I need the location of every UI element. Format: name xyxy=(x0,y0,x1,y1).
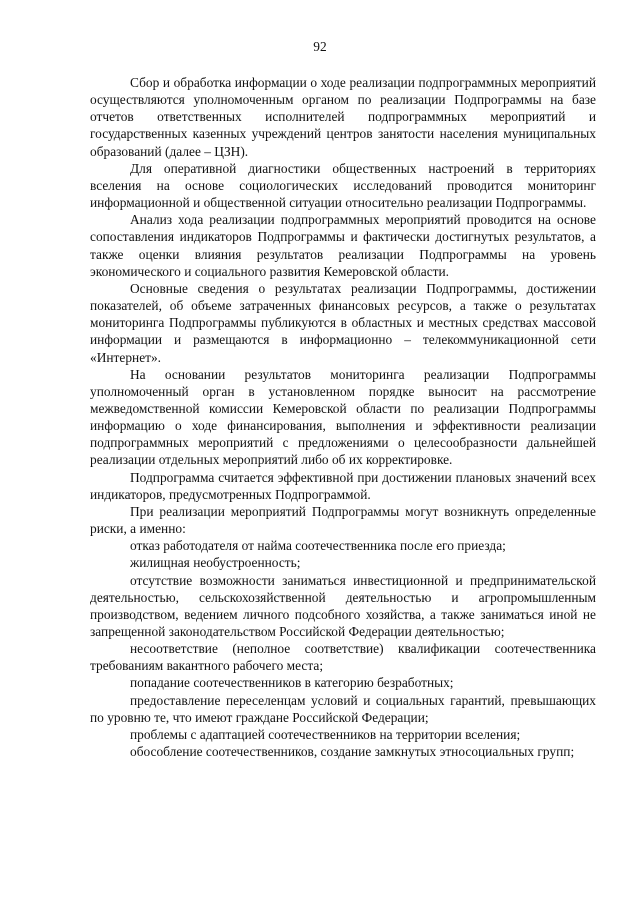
risk-item-qualification: несоответствие (неполное соответствие) квалификации соотечественника требованиям вакантного рабочего места; xyxy=(90,641,596,674)
risk-item-unemployment: попадание соотечественников в категорию безработных; xyxy=(130,675,454,691)
risk-item-guarantees: предоставление переселенцам условий и социальных гарантий, превышающих по уровню те, что имеют граждане Российской Федерации; xyxy=(90,692,596,725)
risk-item-housing: жилищная необустроенность; xyxy=(130,555,301,571)
paragraph-monitoring-collection: Сбор и обработка информации о ходе реализации подпрограммных мероприятий осуществляются уполномоченным органом по реализации Подпрограммы на базе отчетов ответственных исполнителей подпрограммных мероприятий и государственных казенных учреждений центров занятости населения муниципальных образований (далее – ЦЗН). xyxy=(90,75,596,159)
risk-item-business-activity: отсутствие возможности заниматься инвестиционной и предпринимательской деятельностью, сельскохозяйственной деятельностью и агропромышленным производством, ведением личного подсобного хозяйства, а также заниматься иной не запрещенной законодательством Российской Федерации деятельностью; xyxy=(90,572,596,639)
paragraph-publication: Основные сведения о результатах реализации Подпрограммы, достижении показателей, об объеме затраченных финансовых ресурсов, а также о результатах мониторинга Подпрограммы публикуются в областных и местных средствах массовой информации и размещаются в информационно – телекоммуникационной сети «Интернет». xyxy=(90,280,596,365)
paragraph-risks-intro: При реализации мероприятий Подпрограммы могут возникнуть определенные риски, а именно: xyxy=(90,503,596,537)
risk-item-employer-refusal: отказ работодателя от найма соотечественника после его приезда; xyxy=(130,538,506,554)
paragraph-commission-report: На основании результатов мониторинга реализации Подпрограммы уполномоченный орган в установленном порядке выносит на рассмотрение межведомственной комиссии Кемеровской области по реализации Подпрограммы информацию о ходе финансирования, выполнения и эффективности реализации подпрограммных мероприятий с предложениями о целесообразности дальнейшей реализации отдельных мероприятий либо об их корректировке. xyxy=(90,366,596,468)
paragraph-analysis: Анализ хода реализации подпрограммных мероприятий проводится на основе сопоставления индикаторов Подпрограммы и фактически достигнутых результатов, а также оценки влияния результатов реализации Подпрограммы на уровень экономического и социального развития Кемеровской области. xyxy=(90,212,596,279)
page-number: 92 xyxy=(313,39,327,54)
document-body xyxy=(90,74,596,760)
paragraph-effectiveness: Подпрограмма считается эффективной при достижении плановых значений всех индикаторов, предусмотренных Подпрограммой. xyxy=(90,469,596,502)
paragraph-diagnostics: Для оперативной диагностики общественных настроений в территориях вселения на основе социологических исследований проводится мониторинг информационной и общественной ситуации относительно реализации Подпрограммы. xyxy=(90,160,596,211)
risk-item-isolation: обособление соотечественников, создание замкнутых этносоциальных групп; xyxy=(130,744,575,760)
risk-item-adaptation: проблемы с адаптацией соотечественников на территории вселения; xyxy=(130,726,521,742)
